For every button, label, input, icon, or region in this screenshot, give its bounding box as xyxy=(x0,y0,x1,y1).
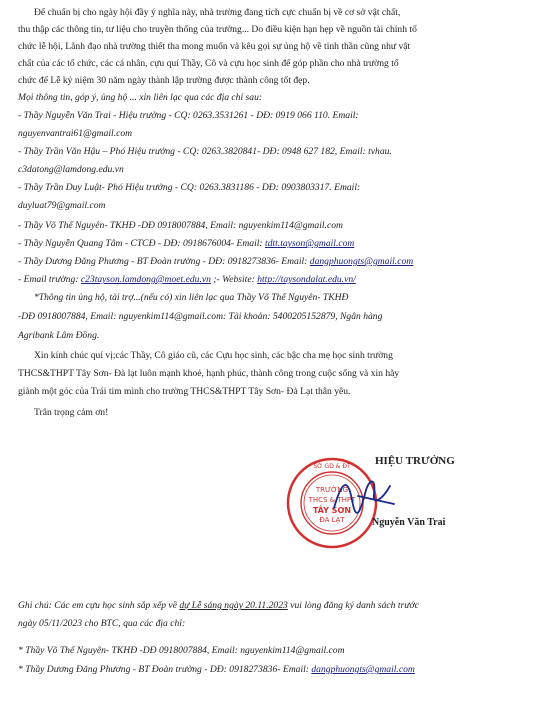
note-contact-2 xyxy=(18,664,415,676)
contact-doan-text: - Thầy Dương Đăng Phương - BT Đoàn trường - DĐ: 0918273836- Email: xyxy=(18,256,310,267)
note-contact-2-text: * Thầy Dương Đăng Phương - BT Đoàn trường - DĐ: 0918273836- Email: xyxy=(18,664,312,675)
contact-doan-email-link[interactable]: dangphuongts@gmail.com xyxy=(309,256,414,267)
svg-text:TRƯỜNG: TRƯỜNG xyxy=(315,486,349,494)
contact-principal-email[interactable]: nguyenvantrai61@gmail.com xyxy=(18,128,133,139)
wishes-line-1: Xin kính chúc quí vị;các Thầy, Cô giáo cũ, các Cựu học sinh, các bậc cha mẹ học sinh trường xyxy=(34,350,393,361)
intro-line-2: thu thập các thông tin, tư liệu cho truyền thống của trường... Do điều kiện hạn hẹp về nguồn tài chính tổ xyxy=(18,24,417,35)
intro-line-4: chất của các tổ chức, các cá nhân, cựu quí Thầy, Cô và cựu học sinh để góp phần cho nhà trường tổ xyxy=(18,58,399,69)
contact-doan xyxy=(18,256,413,268)
intro-line-5: chức để Lễ kỷ niệm 30 năm ngày thành lập trường được thành công tốt đẹp. xyxy=(18,75,310,86)
contact-principal: - Thầy Nguyễn Văn Trai - Hiệu trưởng - CQ: 0263.3531261 - DĐ: 0919 066 110. Email: xyxy=(18,110,359,121)
signer-title: HIỆU TRƯỞNG xyxy=(375,455,455,467)
contact-heading: Mọi thông tin, góp ý, ủng hộ ... xin liên lạc qua các địa chỉ sau: xyxy=(18,92,263,103)
intro-line-1: Để chuẩn bị cho ngày hội đầy ý nghĩa này, nhà trường đang tích cực chuẩn bị về cơ sở vật chất, xyxy=(34,7,401,18)
website-label: ;- Website: xyxy=(210,274,258,285)
contact-ctcd-text: - Thầy Nguyễn Quang Tâm - CTCĐ - DĐ: 0918676004- Email: xyxy=(18,238,266,249)
svg-text:THCS & THPT: THCS & THPT xyxy=(308,496,356,504)
contact-vice-principal-2-email[interactable]: duyluat79@gmail.com xyxy=(18,200,106,211)
note-suffix: vui lòng đăng ký danh sách trước xyxy=(287,600,419,611)
school-email-label: - Email trường: xyxy=(18,274,81,285)
note-event-date: dự Lễ sáng ngày 20.11.2023 xyxy=(179,600,288,611)
contact-ctcd-email-link[interactable]: tdtt.tayson@gmail.com xyxy=(265,238,355,249)
thanks-line: Trân trọng cảm ơn! xyxy=(34,407,109,418)
contact-ctcd xyxy=(18,238,354,250)
svg-text:SỞ GD & ĐT: SỞ GD & ĐT xyxy=(313,463,351,470)
contact-vice-principal-1-email[interactable]: c3datong@lamdong.edu.vn xyxy=(18,164,124,175)
funding-line-3: Agribank Lâm Đồng. xyxy=(18,330,100,341)
handwritten-signature xyxy=(330,470,400,520)
contact-tkhd: - Thầy Võ Thế Nguyên- TKHĐ -DĐ 0918007884, Email: nguyenkim114@gmail.com xyxy=(18,220,343,231)
contact-vice-principal-2: - Thầy Trần Duy Luật- Phó Hiệu trưởng - CQ: 0263.3831186 - DĐ: 0903803317. Email: xyxy=(18,182,361,193)
intro-line-3: chức lễ hội, Lãnh đạo nhà trường thiết tha mong muốn và kêu gọi sự ủng hộ về tinh thần cũng như vật xyxy=(18,41,411,52)
note-prefix: Ghi chú: Các em cựu học sinh sắp xếp về xyxy=(18,600,180,611)
note-contact-1: * Thầy Võ Thế Nguyên- TKHĐ -DĐ 0918007884, Email: nguyenkim114@gmail.com xyxy=(18,645,345,656)
note-contact-2-email-link[interactable]: dangphuongts@gmail.com xyxy=(311,664,415,675)
contact-vice-principal-1: - Thầy Trần Văn Hậu – Phó Hiệu trưởng - CQ: 0263.3820841- DĐ: 0948 627 182, Email: tvhau. xyxy=(18,146,392,157)
note-line-2: ngày 05/11/2023 cho BTC, qua các địa chỉ: xyxy=(18,618,186,629)
signer-name: Nguyễn Văn Trai xyxy=(372,517,446,528)
wishes-line-3: giành một góc của Trái tim mình cho trường THCS&THPT Tây Sơn- Đà Lạt thân yêu. xyxy=(18,386,351,397)
funding-line-2: -DĐ 0918007884, Email: nguyenkim114@gmail.com: Tài khoản: 5400205152879, Ngân hàng xyxy=(18,311,383,322)
school-contact xyxy=(18,274,356,286)
website-link[interactable]: http://taysondalat.edu.vn/ xyxy=(257,274,356,285)
funding-line-1: *Thông tin ủng hộ, tài trợ...(nếu có) xin liên lạc qua Thầy Võ Thế Nguyên- TKHĐ xyxy=(34,292,349,303)
wishes-line-2: THCS&THPT Tây Sơn- Đà lạt luôn mạnh khoẻ, hạnh phúc, thành công trong cuộc sống và xin hãy xyxy=(18,368,400,379)
note-line-1 xyxy=(18,600,419,612)
school-email-link[interactable]: c23tayson.lamdong@moet.edu.vn xyxy=(80,274,211,285)
svg-text:ĐÀ LẠT: ĐÀ LẠT xyxy=(319,516,345,524)
svg-text:TÂY SƠN: TÂY SƠN xyxy=(312,506,352,515)
